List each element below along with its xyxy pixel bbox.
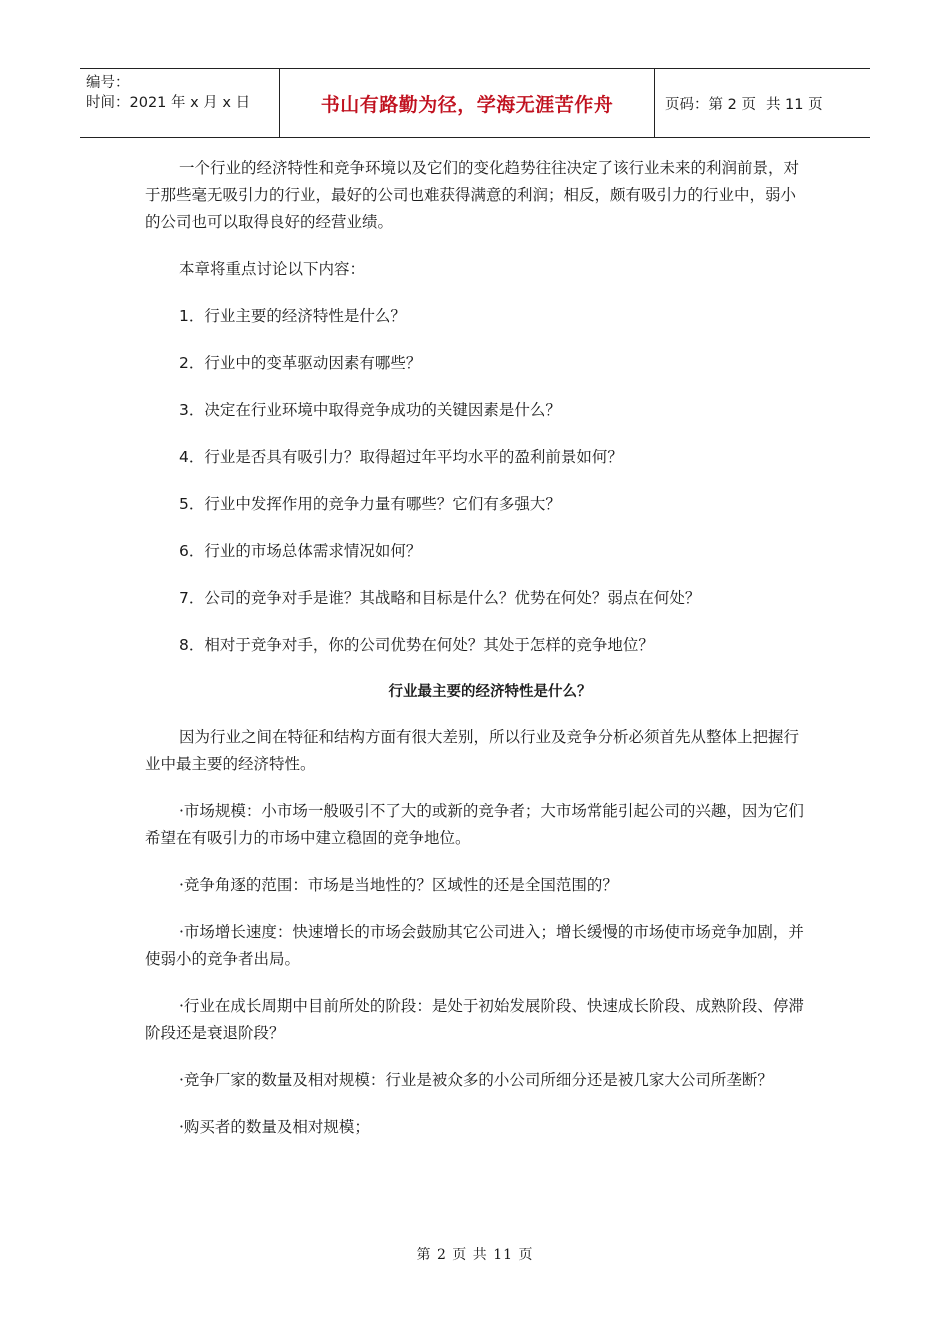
question-item: [145, 585, 805, 612]
section-intro: 因为行业之间在特征和结构方面有很大差别，所以行业及竞争分析必须首先从整体上把握行业中最主要的经济特性。: [145, 728, 800, 773]
header-page-cell: [655, 69, 870, 137]
question-item: [145, 632, 805, 659]
question-item: [145, 491, 805, 518]
page-header: [80, 68, 870, 138]
question-text: 公司的竞争对手是谁？其战略和目标是什么？优势在何处？弱点在何处？: [204, 589, 701, 607]
intro-paragraph: 一个行业的经济特性和竞争环境以及它们的变化趋势往往决定了该行业未来的利润前景，对于那些毫无吸引力的行业，最好的公司也难获得满意的利润；相反，颇有吸引力的行业中，弱小的公司也可以取得良好的经营业绩。: [145, 159, 800, 231]
document-date-label: 时间：2021 年 x 月 x 日: [86, 95, 251, 111]
question-item: [145, 538, 805, 565]
question-item: [145, 303, 805, 330]
question-number: 8．: [179, 636, 205, 654]
question-text: 行业是否具有吸引力？取得超过年平均水平的盈利前景如何？: [204, 448, 623, 466]
question-number: 6．: [179, 542, 205, 560]
question-text: 行业中的变革驱动因素有哪些？: [204, 354, 422, 372]
bullet-paragraph: ·竞争厂家的数量及相对规模：行业是被众多的小公司所细分还是被几家大公司所垄断？: [179, 1071, 773, 1089]
document-number-label: 编号：: [86, 75, 130, 91]
header-page-total: 共 11 页: [765, 96, 823, 113]
bullet-paragraph: ·市场规模：小市场一般吸引不了大的或新的竞争者；大市场常能引起公司的兴趣，因为它们希望在有吸引力的市场中建立稳固的竞争地位。: [145, 802, 804, 847]
bullet-paragraph: ·购买者的数量及相对规模；: [179, 1118, 370, 1136]
question-number: 2．: [179, 354, 205, 372]
question-number: 3．: [179, 401, 205, 419]
question-list: [145, 303, 805, 659]
question-item: [145, 444, 805, 471]
page-footer: 第 2 页 共 11 页: [416, 1247, 534, 1263]
bullet-paragraph: ·行业在成长周期中目前所处的阶段：是处于初始发展阶段、快速成长阶段、成熟阶段、停滞阶段还是衰退阶段？: [145, 997, 804, 1042]
header-meta-cell: [80, 69, 280, 137]
header-page-number: 页码：第 2 页: [665, 96, 756, 113]
bullet-paragraph: ·市场增长速度：快速增长的市场会鼓励其它公司进入；增长缓慢的市场使市场竞争加剧，并使弱小的竞争者出局。: [145, 923, 804, 968]
section-heading: 行业最主要的经济特性是什么？: [388, 684, 592, 700]
question-number: 1．: [179, 307, 205, 325]
question-number: 7．: [179, 589, 205, 607]
question-text: 行业的市场总体需求情况如何？: [204, 542, 422, 560]
question-text: 决定在行业环境中取得竞争成功的关键因素是什么？: [204, 401, 561, 419]
bullet-paragraph: ·竞争角逐的范围：市场是当地性的？区域性的还是全国范围的？: [179, 876, 618, 894]
question-item: [145, 350, 805, 377]
question-text: 行业中发挥作用的竞争力量有哪些？它们有多强大？: [204, 495, 561, 513]
header-motto: 书山有路勤为径，学海无涯苦作舟: [280, 69, 655, 137]
document-body: [145, 155, 805, 1161]
question-number: 5．: [179, 495, 205, 513]
intro-lead: 本章将重点讨论以下内容：: [179, 260, 366, 278]
question-number: 4．: [179, 448, 205, 466]
question-text: 行业主要的经济特性是什么？: [204, 307, 406, 325]
question-item: [145, 397, 805, 424]
question-text: 相对于竞争对手，你的公司优势在何处？其处于怎样的竞争地位？: [204, 636, 654, 654]
